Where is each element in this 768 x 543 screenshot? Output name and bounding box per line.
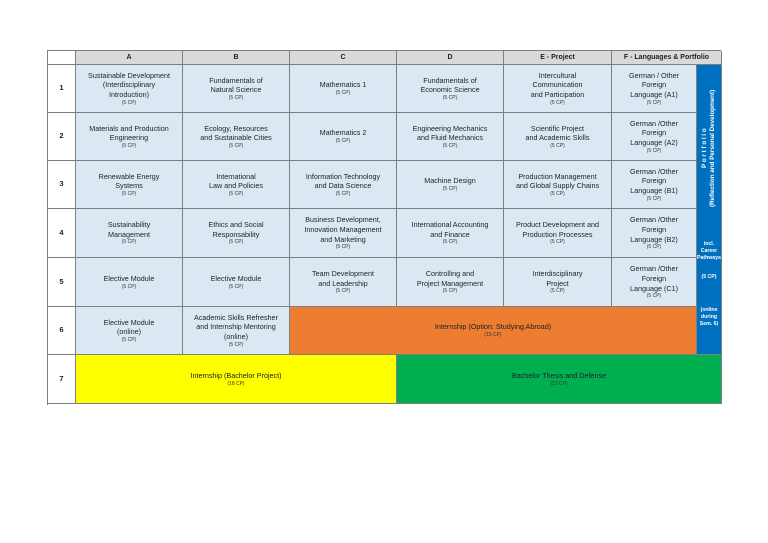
module-title: Internship (Bachelor Project) <box>190 370 282 380</box>
module-title: Intercultural Communication and Participation <box>530 70 585 100</box>
column-header-c: C <box>290 51 397 65</box>
credit-points: (5 CP) <box>228 190 244 197</box>
credit-points: (5 CP) <box>335 190 351 197</box>
module-cell <box>504 65 612 113</box>
credit-points: (5 CP) <box>550 190 565 197</box>
module-cell <box>397 65 504 113</box>
credit-points: (5 CP) <box>121 239 137 246</box>
credit-points: (5 CP) <box>121 336 137 343</box>
row-number-3: 3 <box>48 161 76 209</box>
credit-points: (5 CP) <box>335 138 351 145</box>
module-title: German / Other Foreign Language (A1) <box>629 70 679 100</box>
credit-points: (5 CP) <box>646 147 662 154</box>
module-title: International Accounting and Finance <box>411 220 489 239</box>
row-number-2: 2 <box>48 113 76 161</box>
language-cell <box>612 161 697 209</box>
module-title: Engineering Mechanics and Fluid Mechanics <box>412 123 488 143</box>
module-title: Machine Design <box>424 176 476 186</box>
module-title: Business Development, Innovation Management and Marketing <box>304 215 382 244</box>
credit-points: (5 CP) <box>121 99 137 106</box>
internship-abroad-cell <box>290 307 697 355</box>
module-cell <box>290 209 397 258</box>
module-title: Team Development and Leadership <box>312 269 374 288</box>
module-title: Elective Module <box>210 273 262 283</box>
module-title: Controlling and Project Management <box>416 269 484 288</box>
module-title: Mathematics 1 <box>319 80 367 90</box>
language-cell <box>612 209 697 258</box>
credit-points: (5 CP) <box>646 244 662 251</box>
portfolio-column <box>697 65 722 355</box>
column-header-b: B <box>183 51 290 65</box>
module-title: Renewable Energy Systems <box>98 171 160 191</box>
portfolio-credit-points: (5 CP) <box>701 274 717 281</box>
credit-points: (15 CP) <box>484 332 502 339</box>
module-cell <box>290 113 397 161</box>
credit-points: (5 CP) <box>121 190 137 197</box>
module-cell <box>183 307 290 355</box>
credit-points: (5 CP) <box>335 90 351 97</box>
module-cell <box>290 161 397 209</box>
credit-points: (5 CP) <box>442 142 458 149</box>
row-number-1: 1 <box>48 65 76 113</box>
portfolio-note: incl. Career Pathways <box>697 241 721 262</box>
row-number-7: 7 <box>48 355 76 404</box>
module-cell <box>76 258 183 307</box>
module-cell <box>397 161 504 209</box>
credit-points: (5 CP) <box>442 288 458 295</box>
credit-points: (5 CP) <box>646 293 662 300</box>
credit-points: (5 CP) <box>646 99 662 106</box>
credit-points: (5 CP) <box>228 94 244 101</box>
corner-cell <box>48 51 76 65</box>
column-header-f: F - Languages & Portfolio <box>612 51 722 65</box>
credit-points: (12 CP) <box>550 380 568 387</box>
module-title: German /Other Foreign Language (A2) <box>630 118 678 148</box>
module-cell <box>183 161 290 209</box>
credit-points: (5 CP) <box>335 244 351 251</box>
module-title: Materials and Production Engineering <box>89 123 169 143</box>
module-cell <box>183 113 290 161</box>
module-title: International Law and Policies <box>209 171 263 191</box>
module-cell <box>183 209 290 258</box>
credit-points: (5 CP) <box>228 341 244 348</box>
module-title: Bachelor Thesis and Defense <box>511 370 607 380</box>
language-cell <box>612 65 697 113</box>
module-title: Product Development and Production Processes <box>515 220 600 239</box>
credit-points: (5 CP) <box>550 239 565 246</box>
credit-points: (5 CP) <box>550 288 565 295</box>
module-title: Sustainability Management <box>107 220 151 239</box>
module-title: Interdisciplinary Project <box>532 269 583 288</box>
module-title: Academic Skills Refresher and Internship Mentoring (online) <box>194 312 278 342</box>
module-cell <box>504 258 612 307</box>
module-title: Scientific Project and Academic Skills <box>525 123 590 143</box>
credit-points: (5 CP) <box>228 142 244 149</box>
credit-points: (5 CP) <box>550 142 565 149</box>
bachelor-thesis-cell <box>397 355 722 404</box>
credit-points: (18 CP) <box>227 380 245 387</box>
module-title: German /Other Foreign Language (C1) <box>630 264 678 293</box>
module-title: Information Technology and Data Science <box>305 171 381 191</box>
module-cell <box>183 258 290 307</box>
language-cell <box>612 258 697 307</box>
row-number-6: 6 <box>48 307 76 355</box>
module-cell <box>76 65 183 113</box>
module-title: Fundamentals of Economic Science <box>420 75 480 95</box>
module-title: Mathematics 2 <box>319 128 367 138</box>
module-title: German /Other Foreign Language (B2) <box>630 215 678 244</box>
bachelor-project-cell <box>76 355 397 404</box>
credit-points: (5 CP) <box>442 94 458 101</box>
module-title: Ethics and Social Responsability <box>208 220 264 239</box>
module-cell <box>397 209 504 258</box>
module-title: Ecology, Resources and Sustainable Cities <box>200 123 272 143</box>
module-cell <box>397 113 504 161</box>
module-cell <box>290 65 397 113</box>
module-title: Fundamentals of Natural Science <box>209 75 263 95</box>
module-title: German /Other Foreign Language (B1) <box>630 166 678 196</box>
language-cell <box>612 113 697 161</box>
credit-points: (5 CP) <box>442 239 458 246</box>
portfolio-online-note: (online during Sem. 6) <box>699 307 719 328</box>
column-header-e: E - Project <box>504 51 612 65</box>
module-title: Production Management and Global Supply Chains <box>515 171 600 191</box>
curriculum-table <box>47 50 721 405</box>
credit-points: (5 CP) <box>121 283 137 290</box>
credit-points: (5 CP) <box>121 142 137 149</box>
column-header-d: D <box>397 51 504 65</box>
portfolio-title: P o r t f o l i o (Reflection and Personal Development) <box>701 89 716 207</box>
module-cell <box>183 65 290 113</box>
credit-points: (5 CP) <box>646 195 662 202</box>
module-cell <box>504 161 612 209</box>
module-cell <box>504 209 612 258</box>
module-title: Sustainable Development (Interdisciplinary Introduction) <box>88 70 170 100</box>
credit-points: (5 CP) <box>228 239 244 246</box>
credit-points: (5 CP) <box>442 186 458 193</box>
module-cell <box>76 113 183 161</box>
credit-points: (5 CP) <box>228 283 244 290</box>
credit-points: (5 CP) <box>335 288 351 295</box>
module-cell <box>76 209 183 258</box>
module-cell <box>397 258 504 307</box>
module-title: Internship (Option: Studying Abroad) <box>434 322 552 332</box>
row-number-4: 4 <box>48 209 76 258</box>
module-title: Elective Module <box>103 273 155 283</box>
module-cell <box>504 113 612 161</box>
module-title: Elective Module (online) <box>103 317 155 337</box>
credit-points: (5 CP) <box>550 99 565 106</box>
row-number-5: 5 <box>48 258 76 307</box>
module-cell <box>76 307 183 355</box>
module-cell <box>76 161 183 209</box>
column-header-a: A <box>76 51 183 65</box>
module-cell <box>290 258 397 307</box>
